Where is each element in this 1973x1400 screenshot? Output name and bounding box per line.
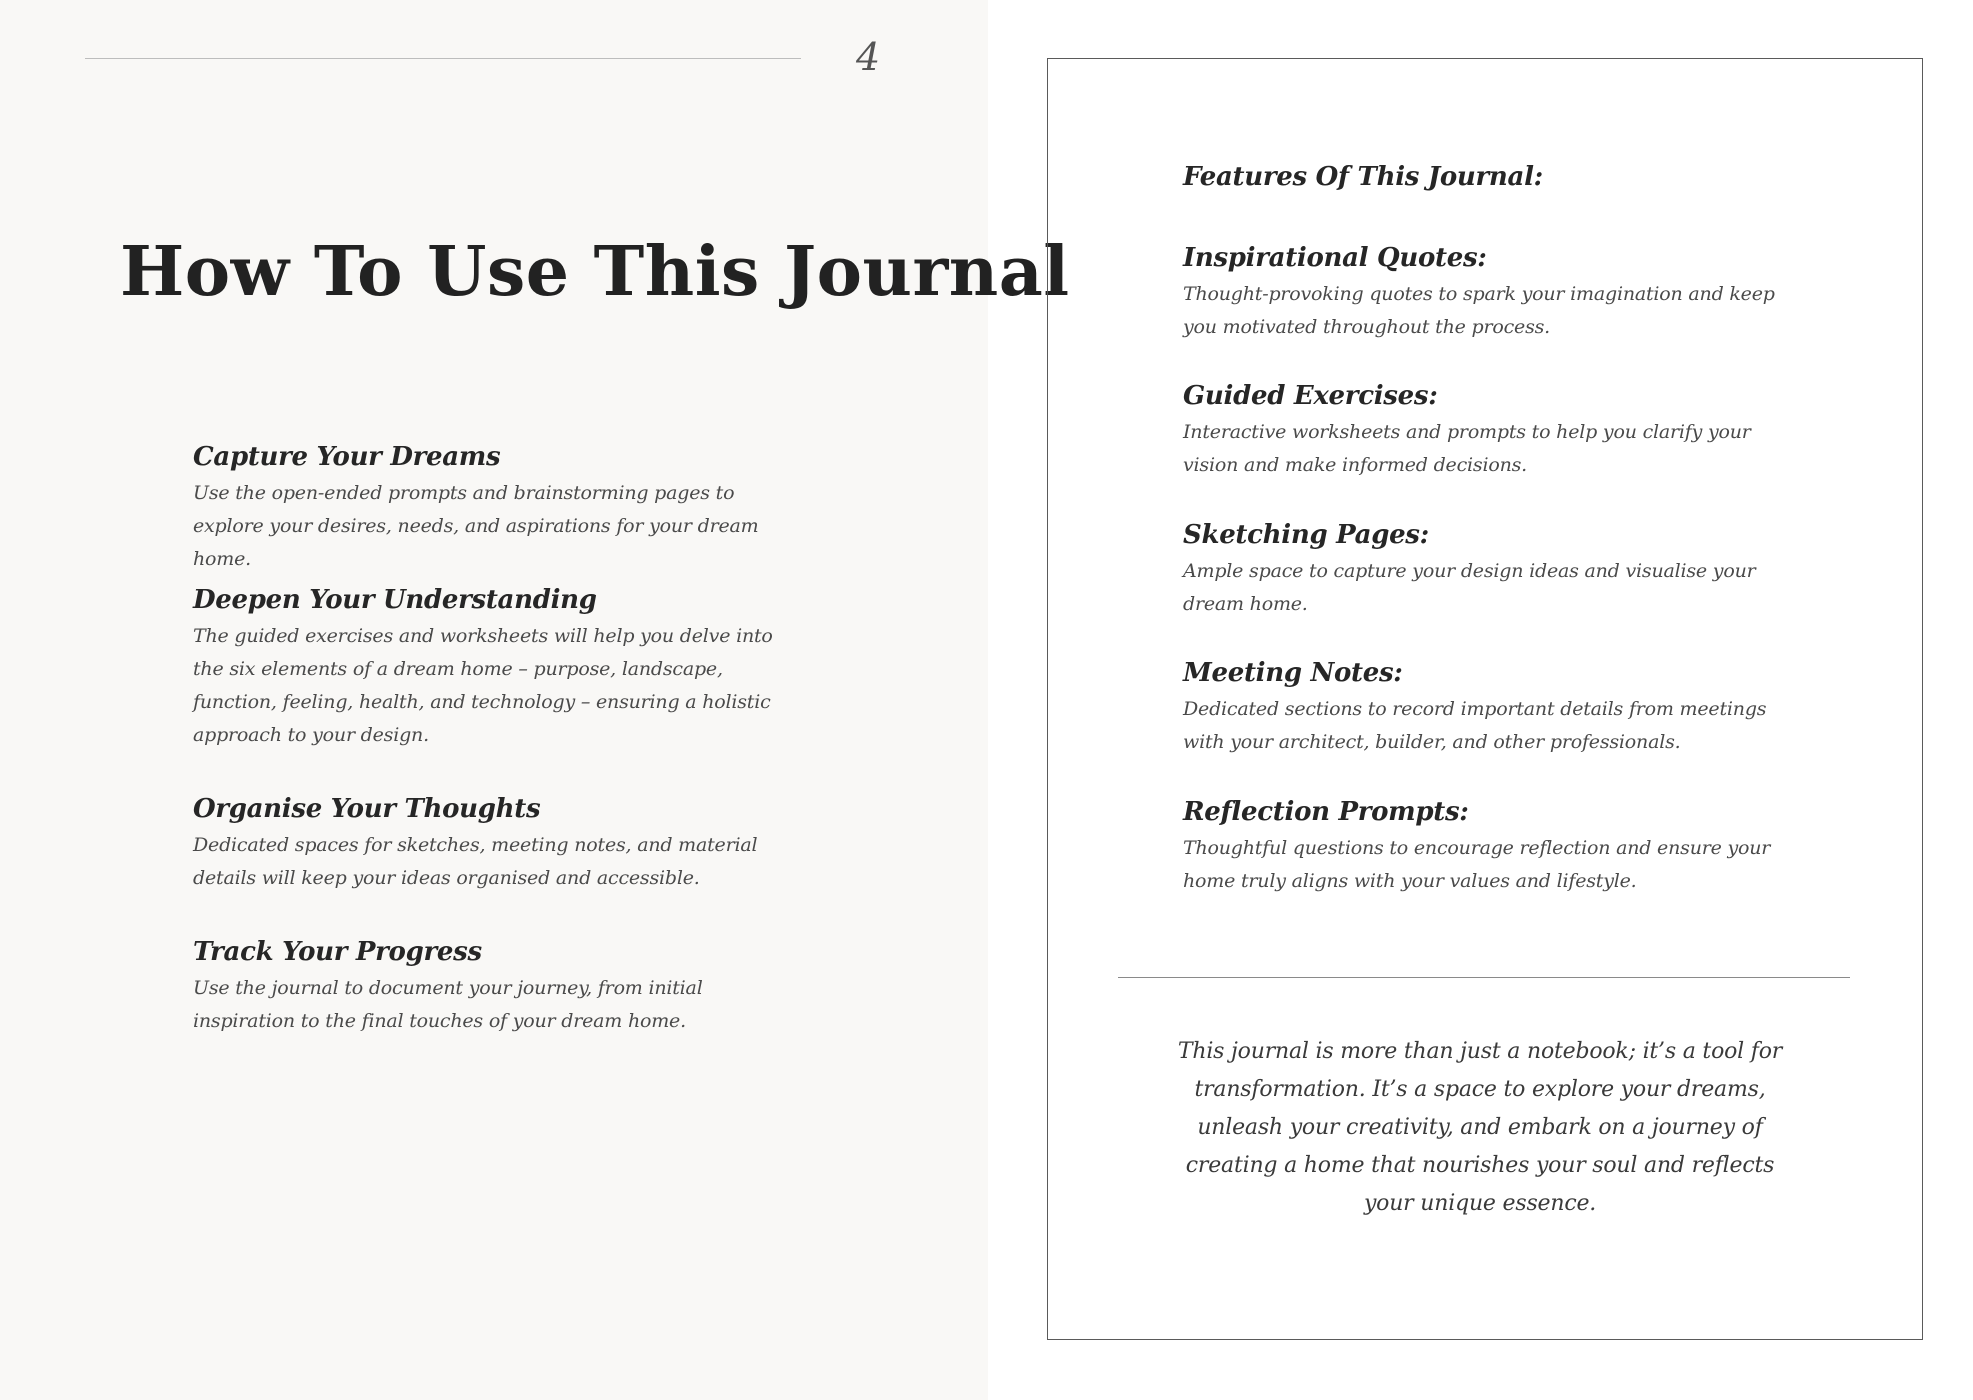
section-deepen-your-understanding [193, 585, 793, 752]
feature-heading: Guided Exercises: [1183, 381, 1438, 411]
section-heading: Capture Your Dreams [193, 442, 501, 472]
section-body: Use the journal to document your journey, from initial inspiration to the final touches of your dream home. [193, 977, 703, 1033]
feature-meeting-notes [1183, 658, 1803, 759]
section-capture-your-dreams [193, 442, 793, 576]
feature-heading: Meeting Notes: [1183, 658, 1403, 688]
closing-statement: This journal is more than just a notebook; it’s a tool for transformation. It’s a space to explore your dreams, unleash your creativity, and embark on a journey of creating a home that nourishes your soul and reflects your unique essence. [1177, 1039, 1783, 1216]
feature-body: Thoughtful questions to encourage reflection and ensure your home truly aligns with your values and lifestyle. [1183, 837, 1771, 893]
feature-inspirational-quotes [1183, 243, 1803, 344]
page-title: How To Use This Journal [120, 232, 1070, 312]
section-heading: Deepen Your Understanding [193, 585, 597, 615]
feature-body: Ample space to capture your design ideas and visualise your dream home. [1183, 560, 1756, 616]
feature-heading: Sketching Pages: [1183, 520, 1429, 550]
section-heading: Track Your Progress [193, 937, 482, 967]
section-body: Dedicated spaces for sketches, meeting notes, and material details will keep your ideas organised and accessible. [193, 834, 758, 890]
page-number: 4 [856, 35, 881, 79]
section-body: The guided exercises and worksheets will help you delve into the six elements of a dream home – purpose, landscape, function, feeling, health, and technology – ensuring a holistic approach to your design. [193, 625, 773, 747]
feature-body: Interactive worksheets and prompts to help you clarify your vision and make informed decisions. [1183, 421, 1751, 477]
section-heading: Organise Your Thoughts [193, 794, 541, 824]
divider [1118, 977, 1850, 978]
top-rule [85, 58, 801, 59]
feature-reflection-prompts [1183, 797, 1803, 898]
section-body: Use the open-ended prompts and brainstorming pages to explore your desires, needs, and aspirations for your dream home. [193, 482, 759, 571]
features-title: Features Of This Journal: [1183, 162, 1543, 192]
feature-body: Dedicated sections to record important details from meetings with your architect, builder, and other professionals. [1183, 698, 1767, 754]
section-track-your-progress [193, 937, 793, 1038]
feature-heading: Reflection Prompts: [1183, 797, 1469, 827]
feature-body: Thought-provoking quotes to spark your imagination and keep you motivated throughout the process. [1183, 283, 1775, 339]
feature-guided-exercises [1183, 381, 1803, 482]
section-organise-your-thoughts [193, 794, 793, 895]
feature-heading: Inspirational Quotes: [1183, 243, 1487, 273]
feature-sketching-pages [1183, 520, 1803, 621]
